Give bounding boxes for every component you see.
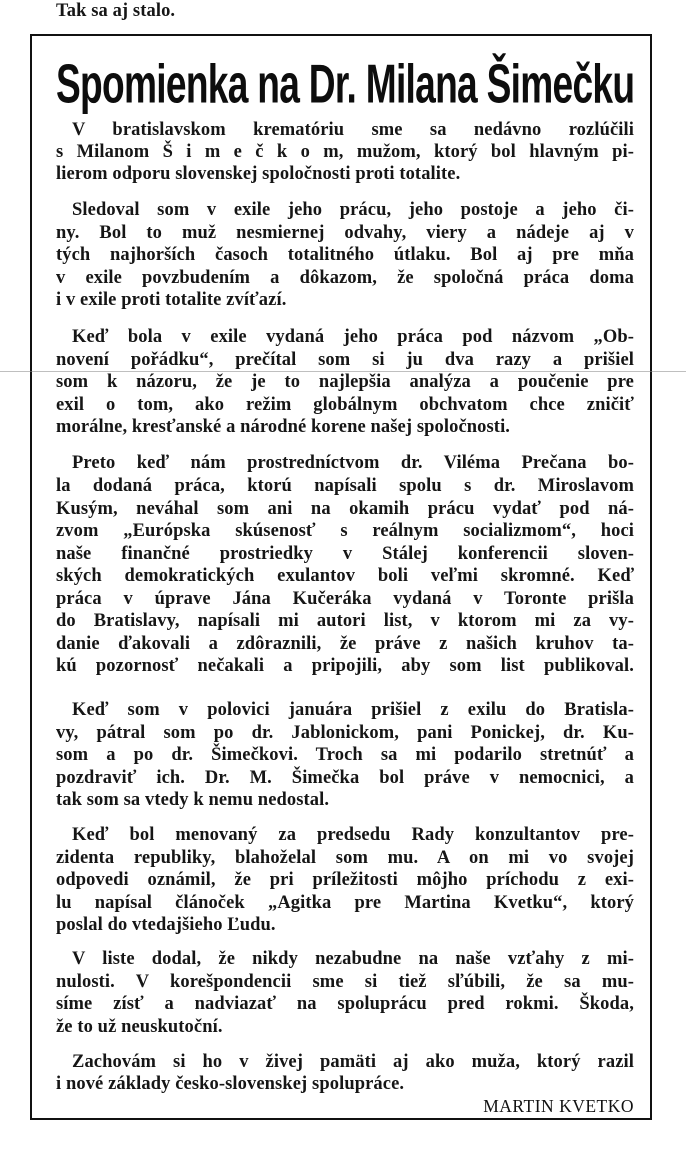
paragraph-line: zvom „Európska skúsenosť s reálnym socializmom“, hoci <box>56 521 634 541</box>
paragraph-line: som k názoru, že je to najlepšia analýza a poučenie pre <box>56 372 634 392</box>
paragraph-line: i nové základy česko-slovenskej spolupráce. <box>56 1074 405 1094</box>
paragraph-line: odpovedi oznámil, že pri príležitosti môjho príchodu z exi- <box>56 870 634 890</box>
paragraph-line: exil o tom, ako režim globálnym obchvatom chce zničiť <box>56 395 634 415</box>
paragraph-line: tých najhorších časoch totalitného útlaku. Bol aj pre mňa <box>56 245 634 265</box>
article-title: Spomienka na Dr. Milana Šimečku <box>56 54 635 115</box>
paragraph-line: Kusým, neváhal som ani na okamih prácu vydať pod ná- <box>56 499 634 519</box>
paragraph-line: lierom odporu slovenskej spoločnosti proti totalite. <box>56 164 461 184</box>
paragraph-line: Tak sa aj stalo. <box>56 1 176 21</box>
paragraph-line: práca v úprave Jána Kučeráka vydaná v Toronte prišla <box>56 589 634 609</box>
paragraph-line: naše finančné prostriedky v Stálej konferencii sloven- <box>56 544 634 564</box>
paragraph-first-line: Sledoval som v exile jeho prácu, jeho postoje a jeho či- <box>72 200 634 220</box>
paragraph-line: i v exile proti totalite zvíťazí. <box>56 290 287 310</box>
paragraph-line: morálne, kresťanské a národné korene našej spoločnosti. <box>56 417 511 437</box>
paragraph-line: ny. Bol to muž nesmiernej odvahy, viery a nádeje aj v <box>56 223 634 243</box>
paragraph-line: poslal do vtedajšieho Ľudu. <box>56 915 276 935</box>
paragraph-line: nulosti. V korešpondencii sme si tiež sľúbili, že sa mu- <box>56 972 634 992</box>
paragraph-line: la dodaná práca, ktorú napísali spolu s dr. Miroslavom <box>56 476 634 496</box>
paragraph-first-line: Keď som v polovici januára prišiel z exilu do Bratisla- <box>72 700 634 720</box>
paragraph-line: lu napísal článoček „Agitka pre Martina Kvetku“, ktorý <box>56 893 634 913</box>
paragraph-line: v exile povzbudením a dôkazom, že spoločná práca doma <box>56 268 634 288</box>
paragraph-line: s Milanom Š i m e č k o m, mužom, ktorý bol hlavným pi- <box>56 142 634 162</box>
paragraph-line: som a po dr. Šimečkovi. Troch sa mi podarilo stretnúť a <box>56 745 634 765</box>
paragraph-line: do Bratislavy, napísali mi autori list, v ktorom mi za vy- <box>56 611 634 631</box>
paragraph-first-line: Keď bola v exile vydaná jeho práca pod názvom „Ob- <box>72 327 634 347</box>
paragraph-line: že to už neuskutoční. <box>56 1017 223 1037</box>
paragraph-first-line: Preto keď nám prostredníctvom dr. Viléma Prečana bo- <box>72 453 634 473</box>
paragraph-line: vy, pátral som po dr. Jablonickom, pani Ponickej, dr. Ku- <box>56 723 634 743</box>
paragraph-line: pozdraviť ich. Dr. M. Šimečka bol práve v nemocnici, a <box>56 768 634 788</box>
paragraph-line: novení pořádku“, prečítal som si ju dva razy a prišiel <box>56 350 634 370</box>
paragraph-line: síme zísť a nadviazať na spoluprácu pred rokmi. Škoda, <box>56 994 634 1014</box>
author-signature: MARTIN KVETKO <box>483 1096 634 1116</box>
paragraph-first-line: Keď bol menovaný za predsedu Rady konzultantov pre- <box>72 825 634 845</box>
paragraph-first-line: V liste dodal, že nikdy nezabudne na naše vzťahy z mi- <box>72 949 634 969</box>
paragraph-line: kú pozornosť nečakali a pripojili, aby som list publikoval. <box>56 656 634 676</box>
paragraph-line: tak som sa vtedy k nemu nedostal. <box>56 790 330 810</box>
paragraph-first-line: Zachovám si ho v živej pamäti aj ako muža, ktorý razil <box>72 1052 634 1072</box>
paragraph-first-line: V bratislavskom krematóriu sme sa nedávno rozlúčili <box>72 120 634 140</box>
paragraph-line: danie ďakovali a zdôraznili, že práve z našich kruhov ta- <box>56 634 634 654</box>
paragraph-line: ských demokratických exulantov boli veľmi skromné. Keď <box>56 566 634 586</box>
paragraph-line: zidenta republiky, blahoželal som mu. A on mi vo svojej <box>56 848 634 868</box>
